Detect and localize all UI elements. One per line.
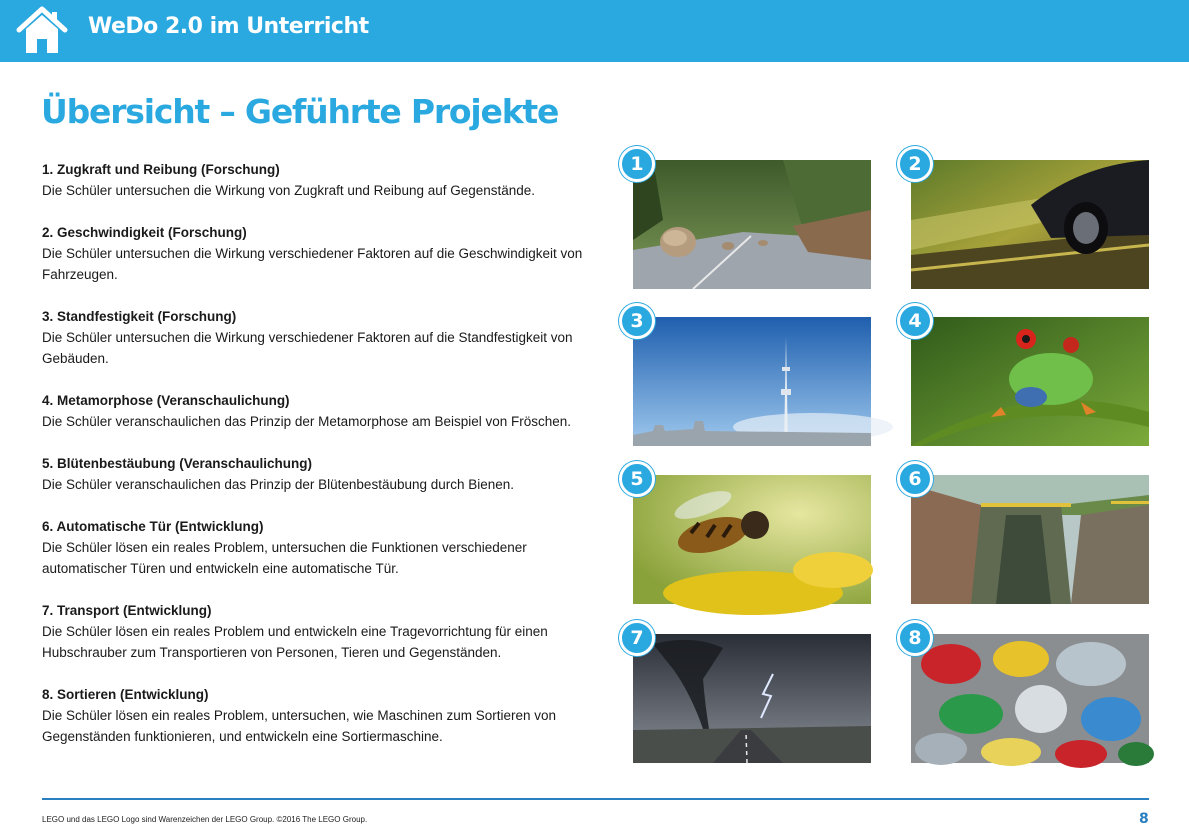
project-title: 4. Metamorphose (Veranschaulichung) — [42, 393, 290, 408]
project-title: 3. Standfestigkeit (Forschung) — [42, 309, 237, 324]
home-icon[interactable] — [16, 5, 68, 57]
project-item — [42, 390, 602, 432]
page-number: 8 — [1139, 811, 1149, 827]
project-number-badge: 5 — [619, 461, 655, 497]
project-item — [42, 306, 602, 369]
project-title: 6. Automatische Tür (Entwicklung) — [42, 519, 264, 534]
project-description: Die Schüler untersuchen die Wirkung verschiedener Faktoren auf die Standfestigkeit von Gebäuden. — [42, 330, 573, 366]
footer-divider — [42, 798, 1149, 800]
project-title: 8. Sortieren (Entwicklung) — [42, 687, 209, 702]
project-item — [42, 600, 602, 663]
project-list — [42, 159, 602, 768]
project-number-badge: 3 — [619, 303, 655, 339]
project-image-recycling — [908, 627, 1149, 763]
project-image-frog — [908, 310, 1149, 446]
project-image-fast-car — [908, 153, 1149, 289]
project-description: Die Schüler untersuchen die Wirkung von Zugkraft und Reibung auf Gegenstände. — [42, 183, 536, 198]
header-bar — [0, 0, 1189, 62]
project-title: 7. Transport (Entwicklung) — [42, 603, 212, 618]
project-description: Die Schüler lösen ein reales Problem, untersuchen, wie Maschinen zum Sortieren von Gegenständen funktionieren, und entwickeln eine Sortiermaschine. — [42, 708, 557, 744]
project-item — [42, 222, 602, 285]
project-item — [42, 684, 602, 747]
project-description: Die Schüler lösen ein reales Problem und entwickeln eine Tragevorrichtung für einen Hubschrauber zum Transportieren von Personen, Tieren und Gegenständen. — [42, 624, 548, 660]
header-title: WeDo 2.0 im Unterricht — [88, 14, 369, 39]
project-number-badge: 4 — [897, 303, 933, 339]
project-description: Die Schüler veranschaulichen das Prinzip der Metamorphose am Beispiel von Fröschen. — [42, 414, 572, 429]
project-image-lock — [908, 468, 1149, 604]
project-item — [42, 453, 602, 495]
project-title: 5. Blütenbestäubung (Veranschaulichung) — [42, 456, 313, 471]
project-number-badge: 6 — [897, 461, 933, 497]
project-image-tower — [630, 310, 871, 446]
project-title: 2. Geschwindigkeit (Forschung) — [42, 225, 247, 240]
project-image-bee — [630, 468, 871, 604]
project-description: Die Schüler lösen ein reales Problem, untersuchen die Funktionen verschiedener automatischer Türen und entwickeln eine automatische Tür. — [42, 540, 527, 576]
project-number-badge: 8 — [897, 620, 933, 656]
project-description: Die Schüler untersuchen die Wirkung verschiedener Faktoren auf die Geschwindigkeit von Fahrzeugen. — [42, 246, 583, 282]
project-title: 1. Zugkraft und Reibung (Forschung) — [42, 162, 280, 177]
project-item — [42, 516, 602, 579]
project-image-road-rocks — [630, 153, 871, 289]
project-number-badge: 7 — [619, 620, 655, 656]
project-description: Die Schüler veranschaulichen das Prinzip der Blütenbestäubung durch Bienen. — [42, 477, 515, 492]
page-title: Übersicht – Geführte Projekte — [41, 92, 559, 131]
footer-copyright: LEGO und das LEGO Logo sind Warenzeichen der LEGO Group. ©2016 The LEGO Group. — [42, 815, 368, 824]
project-image-tornado — [630, 627, 871, 763]
project-number-badge: 1 — [619, 146, 655, 182]
project-item — [42, 159, 602, 201]
project-number-badge: 2 — [897, 146, 933, 182]
